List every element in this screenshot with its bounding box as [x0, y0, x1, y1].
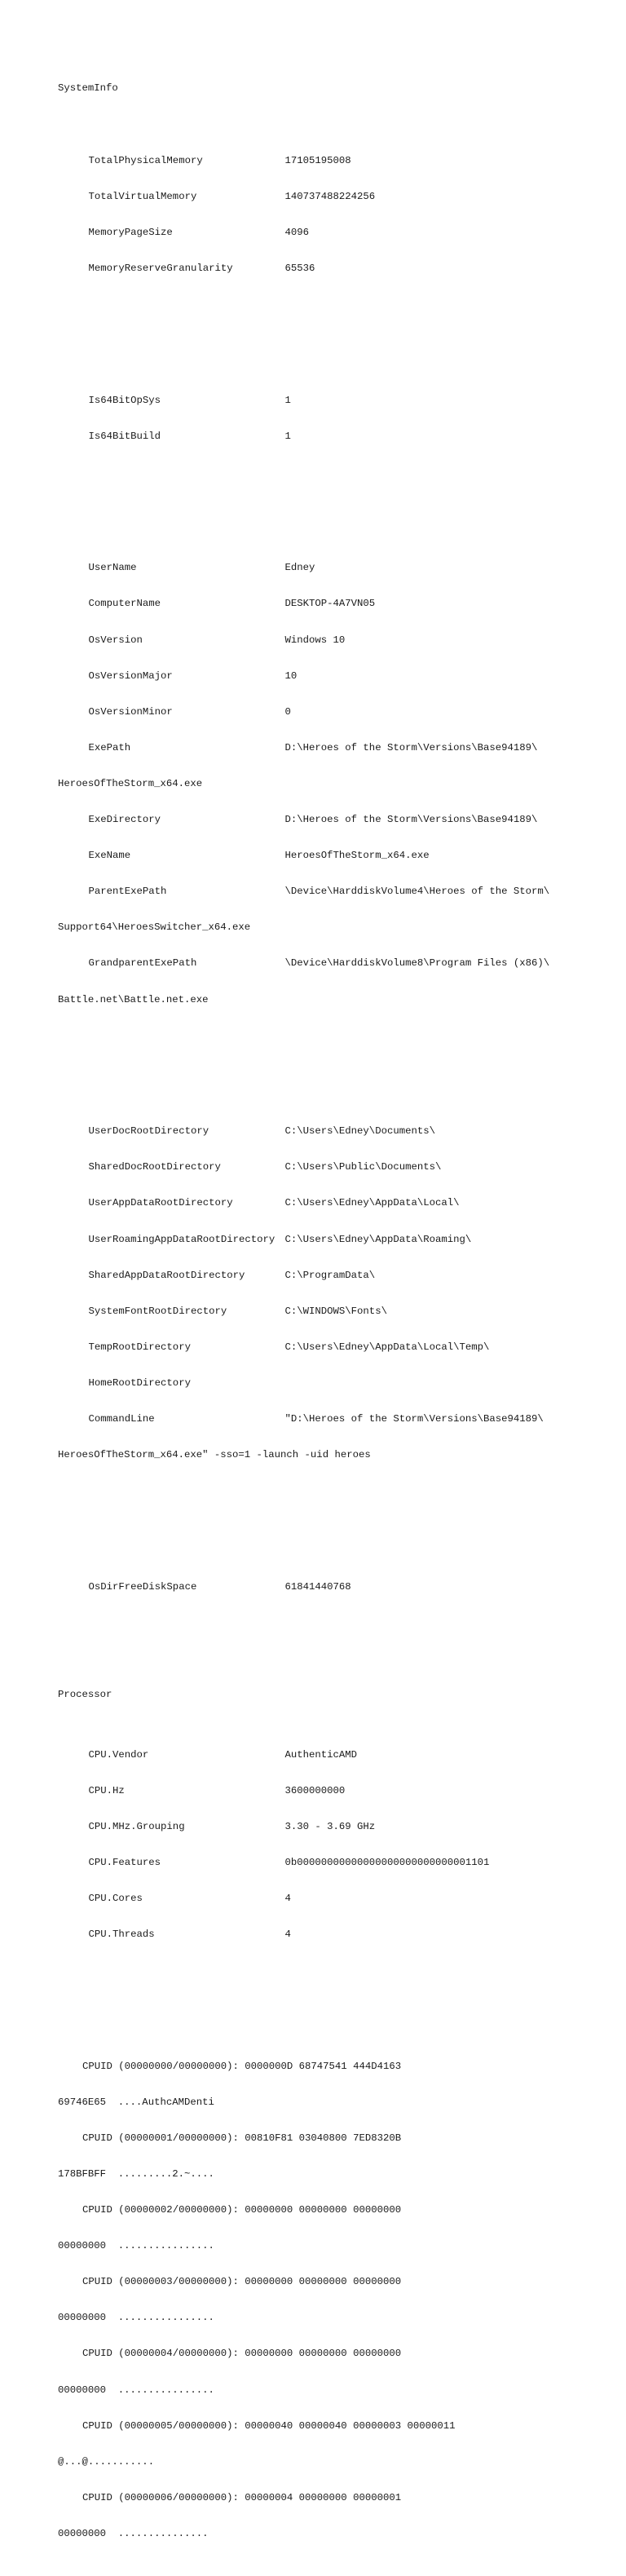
- cpuid-continuation: 69746E65 ....AuthcAMDenti: [58, 2096, 214, 2108]
- info-row: [58, 1821, 620, 1833]
- info-key: MemoryPageSize: [88, 226, 173, 238]
- cpuid-line: CPUID (00000005/00000000): 00000040 00000040 00000003 00000011: [82, 2419, 456, 2432]
- spacer: [58, 490, 620, 502]
- info-key: OsVersionMajor: [88, 669, 173, 682]
- info-value-continuation: HeroesOfTheStorm_x64.exe: [58, 777, 203, 789]
- info-key: CPU.Features: [88, 1856, 161, 1868]
- info-value: D:\Heroes of the Storm\Versions\Base94189\: [284, 741, 538, 753]
- info-key: MemoryReserveGranularity: [88, 262, 233, 274]
- info-key: UserName: [88, 562, 137, 574]
- info-row: [58, 1306, 620, 1318]
- info-key: OsVersionMinor: [88, 705, 173, 718]
- info-value: 17105195008: [284, 154, 351, 166]
- info-key: SystemFontRootDirectory: [88, 1305, 227, 1317]
- info-key: SharedDocRootDirectory: [88, 1161, 221, 1173]
- info-key: Is64BitBuild: [88, 430, 161, 442]
- info-value-continuation: HeroesOfTheStorm_x64.exe" -sso=1 -launch -uid heroes: [58, 1449, 371, 1461]
- info-value: 4: [284, 1892, 291, 1904]
- info-value: D:\Heroes of the Storm\Versions\Base94189\: [284, 814, 538, 826]
- info-row: [58, 395, 620, 407]
- info-row: [58, 1749, 620, 1761]
- info-key: ExePath: [88, 741, 131, 753]
- info-value: C:\Users\Edney\AppData\Roaming\: [284, 1233, 472, 1245]
- info-row: [58, 1413, 620, 1425]
- spacer: [58, 1054, 620, 1066]
- info-value: HeroesOfTheStorm_x64.exe: [284, 850, 430, 862]
- info-row: [58, 1341, 620, 1354]
- info-row: [58, 263, 620, 275]
- bits-section: [58, 370, 620, 466]
- info-row: [58, 670, 620, 683]
- info-value: 4: [284, 1929, 291, 1941]
- cpuid-continuation: 00000000 ................: [58, 2312, 214, 2324]
- info-key: OsVersion: [88, 634, 143, 646]
- info-key: CPU.Vendor: [88, 1748, 149, 1761]
- info-value: 65536: [284, 262, 315, 274]
- info-key: TotalVirtualMemory: [88, 190, 197, 202]
- cpuid-line: CPUID (00000000/00000000): 0000000D 68747541 444D4163: [82, 2060, 402, 2072]
- info-key: ExeDirectory: [88, 814, 161, 826]
- info-key: UserAppDataRootDirectory: [88, 1197, 233, 1209]
- info-value: 4096: [284, 226, 310, 238]
- info-value: C:\Users\Edney\AppData\Local\: [284, 1197, 460, 1209]
- info-key: CPU.MHz.Grouping: [88, 1820, 185, 1832]
- cpuid-line: CPUID (00000002/00000000): 00000000 00000000 00000000: [82, 2204, 402, 2216]
- info-value: \Device\HarddiskVolume4\Heroes of the Storm\: [284, 886, 550, 898]
- info-key: CPU.Cores: [88, 1892, 143, 1904]
- info-row: [58, 1581, 620, 1593]
- info-row: [58, 742, 620, 754]
- directories-section: [58, 1102, 620, 1485]
- info-value: C:\ProgramData\: [284, 1269, 376, 1281]
- systeminfo-heading: SystemInfo: [58, 82, 118, 95]
- info-value: C:\WINDOWS\Fonts\: [284, 1305, 387, 1317]
- info-value: C:\Users\Public\Documents\: [284, 1161, 442, 1173]
- cpuid-continuation: 00000000 ................: [58, 2240, 214, 2252]
- info-row: [58, 814, 620, 826]
- info-key: Is64BitOpSys: [88, 394, 161, 406]
- info-value: C:\Users\Edney\Documents\: [284, 1125, 435, 1138]
- disk-section: [58, 1557, 620, 1617]
- spacer: [58, 1989, 620, 2001]
- info-row: [58, 886, 620, 898]
- info-key: SharedAppDataRootDirectory: [88, 1269, 245, 1281]
- info-value: "D:\Heroes of the Storm\Versions\Base94189\: [284, 1412, 544, 1425]
- info-key: ParentExePath: [88, 886, 167, 898]
- info-key: TotalPhysicalMemory: [88, 154, 203, 166]
- info-key: CPU.Threads: [88, 1929, 155, 1941]
- info-row: [58, 1929, 620, 1941]
- info-key: GrandparentExePath: [88, 957, 197, 970]
- info-key: UserDocRootDirectory: [88, 1125, 209, 1138]
- info-value: Windows 10: [284, 634, 346, 646]
- info-row: [58, 1377, 620, 1390]
- info-key: OsDirFreeDiskSpace: [88, 1580, 197, 1593]
- cpuid-continuation: 00000000 ...............: [58, 2527, 209, 2539]
- cpuid-line: CPUID (00000004/00000000): 00000000 00000000 00000000: [82, 2348, 402, 2360]
- info-value: C:\Users\Edney\AppData\Local\Temp\: [284, 1341, 490, 1353]
- info-key: CommandLine: [88, 1412, 155, 1425]
- info-value: AuthenticAMD: [284, 1748, 358, 1761]
- info-value: 1: [284, 430, 291, 442]
- info-value-continuation: Support64\HeroesSwitcher_x64.exe: [58, 921, 251, 934]
- info-row: [58, 634, 620, 647]
- cpuid-line: CPUID (00000003/00000000): 00000000 00000000 00000000: [82, 2276, 402, 2288]
- info-row: [58, 1785, 620, 1797]
- info-key: CPU.Hz: [88, 1784, 125, 1796]
- cpuid-section: [58, 2036, 620, 2564]
- info-row: [58, 191, 620, 203]
- info-value: 3.30 - 3.69 GHz: [284, 1820, 376, 1832]
- info-key: HomeRootDirectory: [88, 1376, 191, 1389]
- info-row: [58, 1270, 620, 1282]
- info-row: [58, 1857, 620, 1869]
- info-value: 0b00000000000000000000000000001101: [284, 1856, 490, 1868]
- info-key: ComputerName: [88, 598, 161, 610]
- cpuid-line: CPUID (00000001/00000000): 00810F81 03040800 7ED8320B: [82, 2132, 402, 2144]
- info-row: [58, 598, 620, 610]
- info-row: [58, 1161, 620, 1173]
- info-value-continuation: Battle.net\Battle.net.exe: [58, 993, 209, 1005]
- info-row: [58, 431, 620, 443]
- info-row: [58, 1197, 620, 1209]
- info-row: [58, 850, 620, 862]
- cpuid-continuation: @...@...........: [58, 2455, 155, 2468]
- info-key: UserRoamingAppDataRootDirectory: [88, 1233, 276, 1245]
- cpuid-continuation: 00000000 ................: [58, 2384, 214, 2396]
- spacer: [58, 1641, 620, 1653]
- cpuid-continuation: 178BFBFF .........2.~....: [58, 2168, 214, 2181]
- info-key: TempRootDirectory: [88, 1341, 191, 1353]
- info-value: 140737488224256: [284, 190, 376, 202]
- processor-heading: Processor: [58, 1689, 112, 1701]
- info-value: \Device\HarddiskVolume8\Program Files (x86)\: [284, 957, 550, 970]
- info-row: [58, 1893, 620, 1905]
- info-value: 0: [284, 705, 291, 718]
- info-row: [58, 706, 620, 718]
- system-info-document: [58, 59, 620, 2576]
- cpu-section: [58, 1725, 620, 1964]
- info-row: [58, 155, 620, 167]
- info-row: [58, 1234, 620, 1246]
- info-row: [58, 957, 620, 970]
- info-value: 61841440768: [284, 1580, 351, 1593]
- cpuid-line: CPUID (00000006/00000000): 00000004 00000000 00000001: [82, 2491, 402, 2503]
- spacer: [58, 322, 620, 334]
- info-key: ExeName: [88, 850, 131, 862]
- spacer: [58, 1509, 620, 1522]
- info-value: Edney: [284, 562, 315, 574]
- info-row: [58, 1125, 620, 1138]
- info-value: 3600000000: [284, 1784, 346, 1796]
- memory-section: [58, 130, 620, 298]
- info-value: DESKTOP-4A7VN05: [284, 598, 376, 610]
- user-section: [58, 538, 620, 1030]
- info-row: [58, 562, 620, 574]
- info-row: [58, 227, 620, 239]
- info-value: 10: [284, 669, 298, 682]
- info-value: 1: [284, 394, 291, 406]
